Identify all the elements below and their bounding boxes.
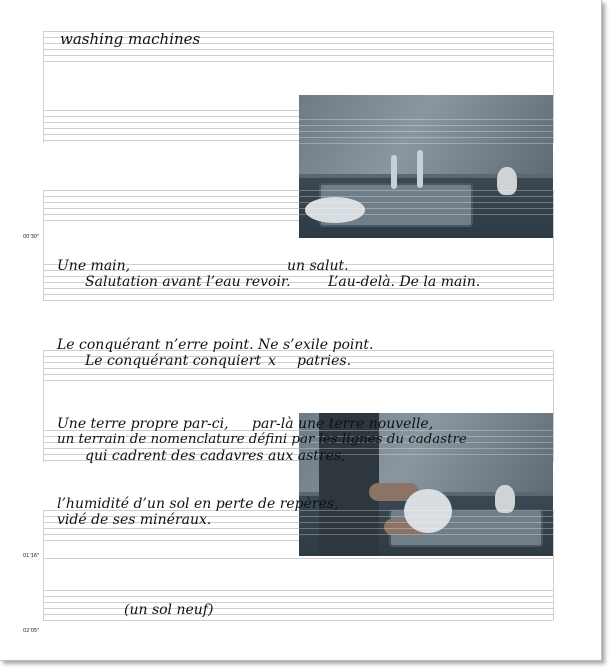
staff-left-edge (43, 510, 44, 620)
verse-line: qui cadrent des cadavres aux astres, (85, 448, 346, 464)
verse-line: Le conquérant conquiert (85, 353, 262, 369)
verse-line: par-là une terre nouvelle, (252, 416, 434, 432)
staff-left-edge (43, 190, 44, 300)
staff-right-edge (553, 510, 554, 620)
verse-line: Une terre propre par-ci, (57, 416, 229, 432)
verse-line: l’humidité d’un sol en perte de repères, (57, 496, 339, 512)
verse-line: Salutation avant l’eau revoir. (85, 274, 291, 290)
verse-line: Le conquérant n’erre point. Ne s’exile point. (57, 337, 374, 353)
timecode: 00'30" (23, 234, 40, 240)
verse-line: x (268, 353, 276, 369)
verse-line: (un sol neuf) (124, 602, 214, 618)
timecode: 01'16" (23, 553, 40, 559)
verse-line: vidé de ses minéraux. (57, 512, 212, 528)
verse-line: patries. (297, 353, 352, 369)
verse-line: un salut. (287, 258, 349, 274)
staff-left-edge (43, 31, 44, 143)
staff-right-edge (553, 31, 554, 143)
staff-right-edge (553, 190, 554, 300)
staff-left-edge (43, 350, 44, 462)
film-still-sink (299, 95, 553, 238)
timecode: 02'05" (23, 628, 40, 634)
verse-line: L’au-delà. De la main. (328, 274, 481, 290)
verse-line: Une main, (57, 258, 131, 274)
page-title: washing machines (60, 30, 201, 48)
verse-line: un terrain de nomenclature défini par les lignes du cadastre (57, 432, 467, 447)
staff-right-edge (553, 350, 554, 462)
